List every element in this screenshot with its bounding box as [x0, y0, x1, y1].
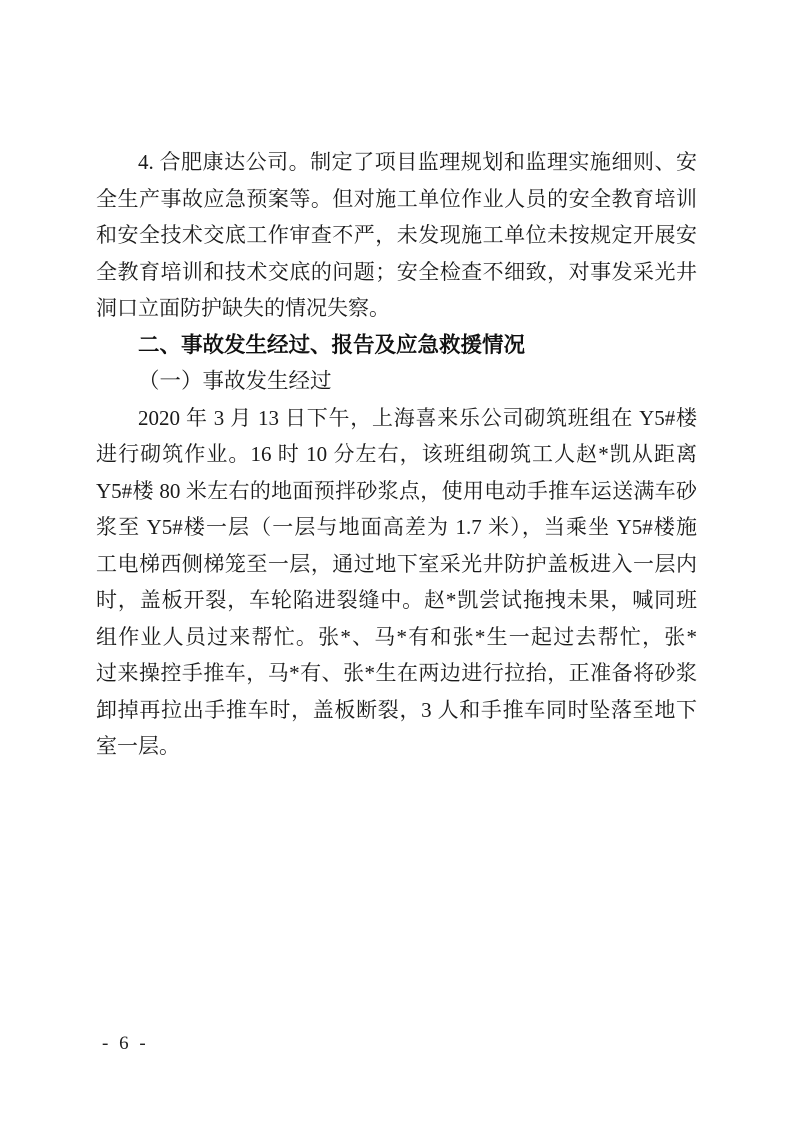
body-line: 洞口立面防护缺失的情况失察。: [96, 296, 390, 320]
page-number: - 6 -: [102, 1033, 149, 1054]
subsection-heading: （一）事故发生经过: [138, 369, 332, 393]
body-line: 时，盖板开裂，车轮陷进裂缝中。赵*凯尝试拖拽未果，喊同班: [96, 588, 697, 612]
body-line: 4. 合肥康达公司。制定了项目监理规划和监理实施细则、安: [138, 150, 697, 174]
body-line: 进行砌筑作业。16 时 10 分左右，该班组砌筑工人赵*凯从距离: [96, 442, 697, 466]
document-body: [96, 144, 697, 765]
body-line: 卸掉再拉出手推车时，盖板断裂，3 人和手推车同时坠落至地下: [96, 697, 697, 722]
body-line: 工电梯西侧梯笼至一层，通过地下室采光井防护盖板进入一层内: [96, 551, 697, 576]
body-line: 室一层。: [96, 734, 180, 758]
body-line: 浆至 Y5#楼一层（一层与地面高差为 1.7 米），当乘坐 Y5#楼施: [96, 515, 697, 539]
body-line: 和安全技术交底工作审查不严，未发现施工单位未按规定开展安: [96, 223, 697, 247]
body-line: 全教育培训和技术交底的问题；安全检查不细致，对事发采光井: [96, 259, 697, 284]
body-line: Y5#楼 80 米左右的地面预拌砂浆点，使用电动手推车运送满车砂: [96, 478, 697, 503]
body-line: 2020 年 3 月 13 日下午，上海喜来乐公司砌筑班组在 Y5#楼: [138, 405, 697, 430]
body-line: 过来操控手推车，马*有、张*生在两边进行拉抬，正准备将砂浆: [96, 661, 697, 685]
section-heading: 二、事故发生经过、报告及应急救援情况: [138, 332, 526, 357]
body-line: 全生产事故应急预案等。但对施工单位作业人员的安全教育培训: [96, 186, 697, 211]
body-line: 组作业人员过来帮忙。张*、马*有和张*生一起过去帮忙，张*: [96, 624, 697, 649]
